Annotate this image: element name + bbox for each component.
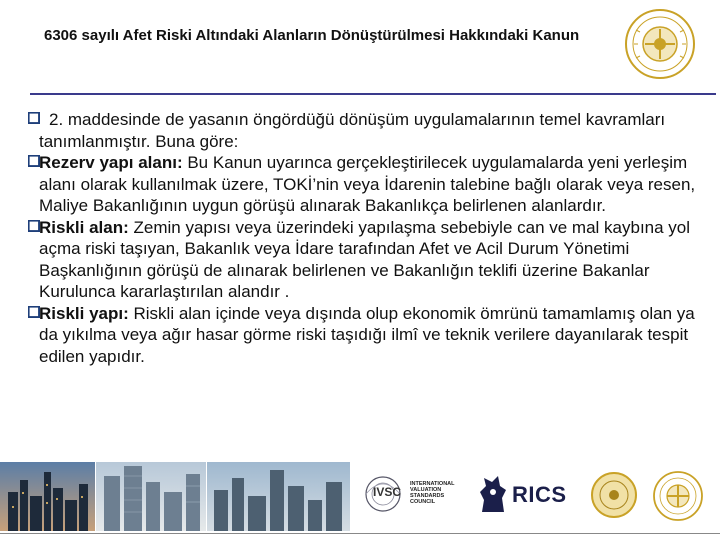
paragraph-riskli-yapi: [30, 303, 706, 368]
footer-divider: [0, 533, 720, 534]
paragraph-rezerv: [30, 152, 706, 217]
term-label: Riskli yapı:: [39, 303, 129, 323]
bullet-square-icon: [28, 155, 40, 167]
slide-body: [30, 109, 706, 367]
ivsc-line: VALUATION: [410, 487, 442, 493]
bullet-square-icon: [28, 306, 40, 318]
paragraph-text: Bu Kanun uyarınca gerçekleştirilecek uygulamalarda yeni yerleşim alanı olarak kullanılmak üzere, TOKİ’nin veya İdarenin talebine bağlı olarak veya resen, Maliye Bakanlığının uygun görüşü alınarak Bakanlıkça belirlenen alanlardır.: [39, 153, 696, 215]
bullet-square-icon: [28, 220, 40, 232]
title-divider: [30, 93, 716, 95]
slide-title: 6306 sayılı Afet Riski Altındaki Alanların Dönüştürülmesi Hakkındaki Kanun: [44, 27, 580, 44]
city-skyline-image: [0, 462, 350, 531]
term-label: Rezerv yapı alanı:: [39, 153, 183, 172]
paragraph-text: Riskli alan içinde veya dışında olup ekonomik ömrünü tamamlamış olan ya da yıkılma veya ağır hasar görme riski taşıdığı ilmî ve teknik verilere dayanılarak tespit edilen yapıdır.: [39, 303, 695, 366]
ivsc-text: [410, 481, 455, 505]
ivsc-line: COUNCIL: [410, 499, 436, 505]
ivsc-line: STANDARDS: [410, 493, 445, 499]
university-seal-icon: [652, 466, 704, 526]
rics-mark: RICS: [512, 482, 567, 507]
bullet-square-icon: [28, 112, 40, 124]
term-label: Riskli alan:: [39, 217, 129, 237]
paragraph-intro: [30, 109, 706, 152]
paragraph-text: Zemin yapısı veya üzerindeki yapılaşma sebebiyle can ve mal kaybına yol açma riski taşıyan, Bakanlık veya İdare tarafından Afet ve Acil Durum Yönetimi Başkanlığının görüşü de alınarak belirlenen ve Bakanlığın teklifi üzerine Bakanlar Kurulunca kararlaştırılan alandır .: [39, 217, 691, 301]
university-seal-icon: [624, 8, 696, 80]
ivsc-line: INTERNATIONAL: [410, 481, 455, 487]
paragraph-text: 2. maddesinde de yasanın öngördüğü dönüşüm uygulamalarının temel kavramları tanımlanmıştır. Buna göre:: [39, 110, 666, 151]
paragraph-riskli-alan: [30, 217, 706, 303]
ivsc-mark: IVSC: [373, 485, 402, 499]
rics-lion-icon: [476, 472, 510, 516]
university-seal-gold-icon: [590, 466, 638, 524]
